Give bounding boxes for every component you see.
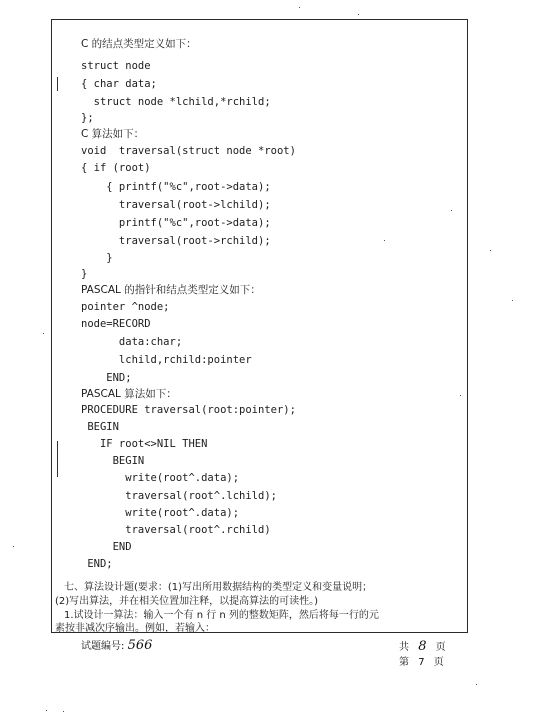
scan-speck bbox=[299, 7, 300, 8]
code-line: write(root^.data); bbox=[81, 507, 240, 519]
margin-bar bbox=[57, 77, 58, 91]
code-line: BEGIN bbox=[81, 421, 119, 433]
code-line: } bbox=[81, 268, 88, 280]
exam-number-value: 566 bbox=[127, 638, 153, 653]
c-algo-heading: C 算法如下： bbox=[81, 128, 145, 140]
scan-speck bbox=[460, 395, 461, 396]
scan-speck bbox=[384, 240, 385, 241]
code-line: void traversal(struct node *root) bbox=[81, 145, 296, 157]
scan-speck bbox=[13, 546, 14, 547]
current-page-value: 7 bbox=[418, 657, 425, 668]
code-line: traversal(root->lchild); bbox=[81, 199, 271, 211]
code-line: }; bbox=[81, 112, 94, 124]
scan-speck bbox=[63, 711, 64, 712]
section-7-line: 素按非减次序输出。例如，若输入： bbox=[55, 623, 215, 634]
code-line: END; bbox=[81, 558, 113, 570]
scan-speck bbox=[476, 684, 477, 685]
code-line: BEGIN bbox=[81, 455, 145, 467]
c-struct-heading: C 的结点类型定义如下： bbox=[81, 38, 197, 50]
current-page: 第 7 页 bbox=[399, 657, 444, 668]
code-line: { printf("%c",root->data); bbox=[81, 181, 271, 193]
scan-speck bbox=[43, 333, 44, 334]
code-line: pointer ^node; bbox=[81, 301, 170, 313]
code-line: traversal(root^.lchild); bbox=[81, 490, 277, 502]
code-line: traversal(root^.rchild) bbox=[81, 524, 271, 536]
pascal-type-heading: PASCAL 的指针和结点类型定义如下： bbox=[81, 284, 261, 296]
pascal-algo-heading: PASCAL 算法如下： bbox=[81, 388, 177, 400]
code-line: write(root^.data); bbox=[81, 472, 240, 484]
code-line: END; bbox=[81, 372, 132, 384]
exam-number bbox=[81, 637, 152, 653]
section-7-line: 1.试设计一算法：输入一个有 n 行 n 列的整数矩阵，然后将每一行的元 bbox=[64, 610, 379, 621]
exam-number-label: 试题编号: bbox=[81, 641, 125, 652]
code-line: node=RECORD bbox=[81, 318, 151, 330]
scan-speck bbox=[490, 250, 491, 251]
scan-speck bbox=[46, 710, 47, 711]
code-line: IF root<>NIL THEN bbox=[81, 438, 208, 450]
code-line: struct node *lchild,*rchild; bbox=[81, 96, 271, 108]
code-line: { char data; bbox=[81, 78, 157, 90]
total-pages-value: 8 bbox=[418, 639, 427, 654]
code-line: { if (root) bbox=[81, 162, 151, 174]
code-line: lchild,rchild:pointer bbox=[81, 354, 252, 366]
code-line: END bbox=[81, 541, 132, 553]
code-line: printf("%c",root->data); bbox=[81, 217, 271, 229]
margin-bar bbox=[57, 441, 58, 477]
scan-speck bbox=[358, 14, 359, 15]
code-line: traversal(root->rchild); bbox=[81, 235, 271, 247]
scan-speck bbox=[451, 210, 452, 211]
section-7-line: 七、算法设计题(要求：(1)写出所用数据结构的类型定义和变量说明； bbox=[64, 582, 373, 593]
code-line: PROCEDURE traversal(root:pointer); bbox=[81, 404, 296, 416]
code-line: struct node bbox=[81, 60, 151, 72]
section-7-line: (2)写出算法，并在相关位置加注释，以提高算法的可读性。) bbox=[55, 596, 319, 607]
total-pages: 共 8 页 bbox=[399, 639, 446, 654]
code-line: data:char; bbox=[81, 336, 183, 348]
code-line: } bbox=[81, 252, 113, 264]
scan-speck bbox=[512, 300, 513, 301]
